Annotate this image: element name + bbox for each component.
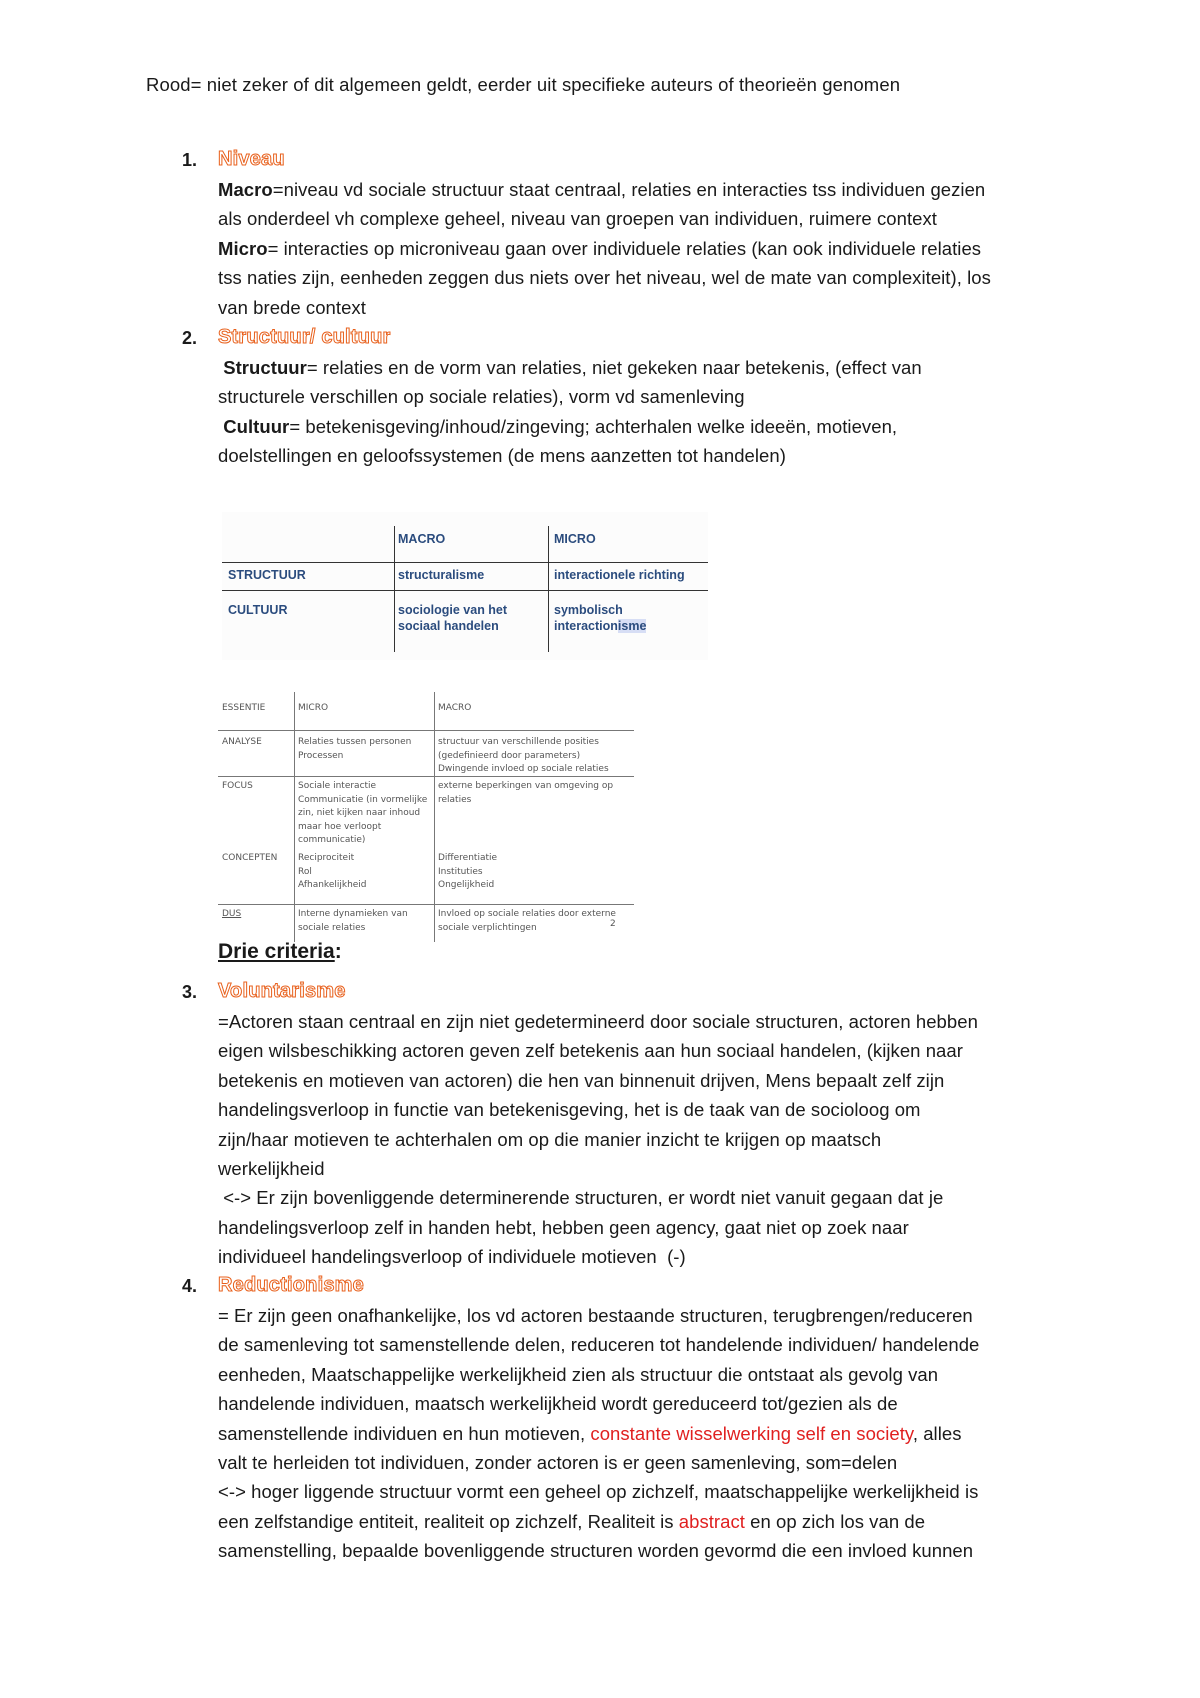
text-line: handelingsverloop in functie van betekenisgeving, het is de taak van de socioloog om xyxy=(218,1099,921,1121)
text-line: structuur van verschillende posities xyxy=(438,737,599,747)
item-1-heading: Niveau xyxy=(218,148,285,170)
table-divider-horizontal xyxy=(222,590,708,591)
table-header-micro: MICRO xyxy=(298,703,329,713)
item-4-body xyxy=(218,1301,1078,1566)
table-cell xyxy=(298,852,367,893)
text-line: de samenleving tot samenstellende delen, reduceren tot handelende individuen/ handelende xyxy=(218,1334,980,1356)
item-1-number: 1. xyxy=(182,150,198,170)
table-row-label: ANALYSE xyxy=(222,737,262,747)
table-divider-horizontal xyxy=(218,904,634,905)
item-3-number: 3. xyxy=(182,982,198,1002)
text-line: sociale relaties xyxy=(298,922,366,933)
item-3-body xyxy=(218,1007,1078,1272)
item-2-number: 2. xyxy=(182,328,198,348)
text-line: doelstellingen en geloofssystemen (de mens aanzetten tot handelen) xyxy=(218,445,786,467)
text-line: =Actoren staan centraal en zijn niet gedetermineerd door sociale structuren, actoren hebben xyxy=(218,1011,978,1032)
text-span: = interacties op microniveau gaan over individuele relaties (kan ook individuele relaties xyxy=(267,237,982,259)
text-line: Ongelijkheid xyxy=(438,880,495,890)
text-line: individueel handelingsverloop of individuele motieven (-) xyxy=(218,1246,686,1268)
text-line: zin, niet kijken naar inhoud xyxy=(298,808,421,818)
term-structuur: Structuur xyxy=(218,357,307,378)
text-line: handelingsverloop zelf in handen hebt, hebben geen agency, gaat niet op zoek naar xyxy=(218,1216,909,1238)
table-header-micro: MICRO xyxy=(554,532,596,546)
text-span: = relaties en de vorm van relaties, niet gekeken naar betekenis, (effect van xyxy=(306,357,922,378)
red-uncertain-text: abstract xyxy=(678,1510,745,1532)
highlighted-text: isme xyxy=(617,619,647,633)
text-line: Reciprociteit xyxy=(298,853,355,863)
essentie-table-image xyxy=(218,692,634,942)
text-line: Relaties tussen personen xyxy=(298,737,412,747)
text-span: : xyxy=(334,940,342,963)
table-cell xyxy=(438,908,616,935)
text-span: =niveau vd sociale structuur staat centraal, relaties en interacties tss individuen gezien xyxy=(272,179,986,200)
text-line: Processen xyxy=(298,750,344,761)
item-4-heading: Reductionisme xyxy=(218,1274,364,1296)
underlined-text: Drie criteria xyxy=(218,940,335,963)
text-line xyxy=(218,1507,1078,1536)
table-cell xyxy=(438,736,609,777)
text-line: werkelijkheid xyxy=(218,1158,325,1180)
text-span: = betekenisgeving/inhoud/zingeving; achterhalen welke ideeën, motieven, xyxy=(289,415,898,437)
legend-note: Rood= niet zeker of dit algemeen geldt, eerder uit specifieke auteurs of theorieën genomen xyxy=(146,74,901,95)
table-divider-vertical xyxy=(548,526,549,652)
table-background xyxy=(222,512,708,660)
item-2-body xyxy=(218,353,1078,471)
table-divider-vertical xyxy=(394,526,395,652)
text-line: Dwingende invloed op sociale relaties xyxy=(438,764,609,774)
text-line xyxy=(218,412,1078,441)
text-line: relaties xyxy=(438,794,472,805)
text-line: als onderdeel vh complexe geheel, niveau van groepen van individuen, ruimere context xyxy=(218,208,937,230)
text-line: betekenis en motieven van actoren) die hen van binnenuit drijven, Mens bepaalt zelf zijn xyxy=(218,1069,945,1091)
table-row-structuur-label: STRUCTUUR xyxy=(228,568,306,582)
table-divider-horizontal xyxy=(218,776,634,777)
text-span: samenstellende individuen en hun motieven, xyxy=(218,1422,591,1444)
table-header-macro: MACRO xyxy=(398,532,446,546)
term-macro: Macro xyxy=(218,179,273,200)
table-cell: symbolisch xyxy=(554,603,623,617)
text-span: , alles xyxy=(912,1422,962,1444)
table-header-macro: MACRO xyxy=(438,703,472,713)
text-line: Instituties xyxy=(438,866,483,877)
text-line xyxy=(218,353,1078,382)
table-cell xyxy=(438,780,613,807)
text-line: maar hoe verloopt xyxy=(298,821,382,832)
text-line: Communicatie (in vormelijke xyxy=(298,794,428,805)
text-line: (gedefinieerd door parameters) xyxy=(438,750,581,761)
text-line: <-> hoger liggende structuur vormt een geheel op zichzelf, maatschappelijke werkelijkheid is xyxy=(218,1481,979,1503)
text-line: Afhankelijkheid xyxy=(298,880,367,890)
text-line: <-> Er zijn bovenliggende determinerende structuren, er wordt niet vanuit gegaan dat je xyxy=(218,1187,944,1209)
text-line: handelende individuen, maatsch werkelijkheid wordt gereduceerd tot/gezien als de xyxy=(218,1393,898,1415)
table-cell xyxy=(298,736,411,763)
text-line: tss naties zijn, eenheden zeggen dus niets over het niveau, wel de mate van complexiteit), los xyxy=(218,267,991,289)
text-line xyxy=(218,234,1078,263)
text-line: Sociale interactie xyxy=(298,781,377,791)
text-line: eenheden, Maatschappelijke werkelijkheid zien als structuur die ontstaat als gevolg van xyxy=(218,1363,939,1385)
table-cell: interactionele richting xyxy=(554,568,685,582)
text-line: Differentiatie xyxy=(438,853,498,863)
text-span: een zelfstandige entiteit, realiteit op zichzelf, Realiteit is xyxy=(218,1510,679,1532)
text-line: valt te herleiden tot individuen, zonder actoren is er geen samenleving, som=delen xyxy=(218,1452,898,1474)
table-cell: sociologie van het xyxy=(398,603,508,617)
text-line xyxy=(218,175,1078,204)
item-1-body xyxy=(218,175,1078,322)
drie-criteria-heading xyxy=(218,940,342,964)
item-2-heading: Structuur/ cultuur xyxy=(218,326,391,348)
table-row-label: DUS xyxy=(222,909,242,919)
text-line: sociale verplichtingen xyxy=(438,922,537,933)
table-row-cultuur-label: CULTUUR xyxy=(228,603,288,617)
term-cultuur: Cultuur xyxy=(218,415,290,437)
table-cell: sociaal handelen xyxy=(398,619,499,633)
macro-micro-table-image xyxy=(222,512,708,660)
text-line: van brede context xyxy=(218,296,366,318)
item-4-number: 4. xyxy=(182,1276,198,1296)
text-span: interaction xyxy=(554,619,618,633)
table-divider-horizontal xyxy=(218,730,634,731)
text-line: samenstelling, bepaalde bovenliggende structuren worden gevormd die een invloed kunnen xyxy=(218,1540,974,1562)
table-cell xyxy=(298,780,427,848)
table-divider-horizontal xyxy=(222,562,708,563)
red-uncertain-text: constante wisselwerking self en society xyxy=(590,1422,913,1444)
table-cell xyxy=(438,852,497,893)
text-line: = Er zijn geen onafhankelijke, los vd actoren bestaande structuren, terugbrengen/reduceren xyxy=(218,1305,973,1326)
table-cell xyxy=(298,908,408,935)
table-row-label: FOCUS xyxy=(222,781,253,791)
table-page-mark: 2 xyxy=(610,919,616,929)
text-line: zijn/haar motieven te achterhalen om op die manier inzicht te krijgen op maatsch xyxy=(218,1128,882,1150)
table-header-essentie: ESSENTIE xyxy=(222,703,266,713)
text-line: structurele verschillen op sociale relaties), vorm vd samenleving xyxy=(218,386,745,408)
item-3-heading: Voluntarisme xyxy=(218,980,346,1002)
text-line: Interne dynamieken van xyxy=(298,909,408,919)
text-line: Invloed op sociale relaties door externe xyxy=(438,909,616,919)
table-cell: structuralisme xyxy=(398,568,485,582)
table-row-label: CONCEPTEN xyxy=(222,853,278,863)
text-span: en op zich los van de xyxy=(744,1510,926,1532)
term-micro: Micro xyxy=(218,237,268,259)
text-line: Rol xyxy=(298,866,312,877)
text-line: eigen wilsbeschikking actoren geven zelf betekenis aan hun sociaal handelen, (kijken naar xyxy=(218,1040,963,1062)
text-line: externe beperkingen van omgeving op xyxy=(438,781,614,791)
text-line xyxy=(218,1419,1078,1448)
table-cell xyxy=(554,619,646,633)
text-line: communicatie) xyxy=(298,835,366,845)
